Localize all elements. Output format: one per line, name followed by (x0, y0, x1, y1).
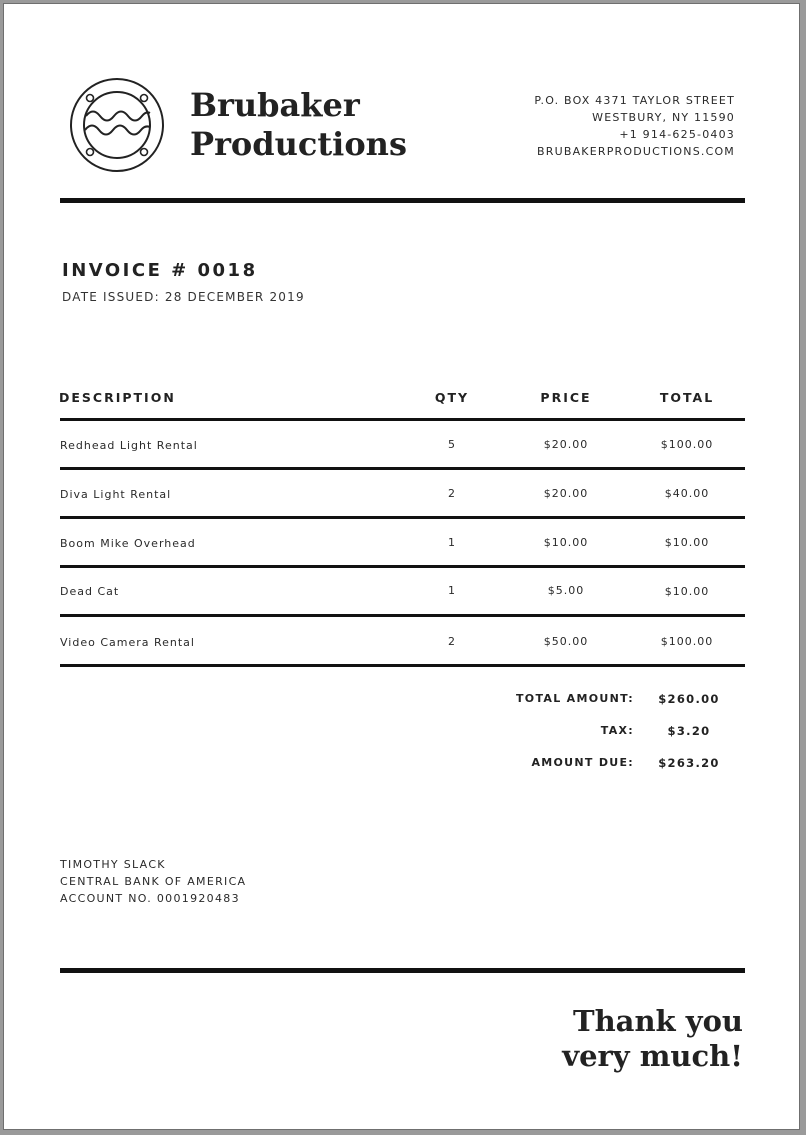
thank-you-message (562, 1004, 743, 1074)
row-price: $20.00 (543, 487, 589, 500)
account-number: ACCOUNT NO. 0001920483 (60, 892, 240, 905)
row-price: $10.00 (543, 536, 589, 549)
row-qty: 1 (448, 536, 456, 549)
invoice-page (3, 3, 800, 1130)
company-name-line2: Productions (190, 125, 407, 163)
row-description: Boom Mike Overhead (60, 537, 196, 550)
row-qty: 2 (448, 487, 456, 500)
phone: +1 914-625-0403 (619, 128, 735, 141)
row-total: $10.00 (664, 536, 710, 549)
row-price: $20.00 (543, 438, 589, 451)
row-divider (60, 467, 745, 470)
row-price: $50.00 (543, 635, 589, 648)
row-total: $40.00 (664, 487, 710, 500)
header-divider (60, 198, 745, 203)
col-header-total: TOTAL (659, 390, 715, 405)
amount-due-value: $263.20 (658, 756, 720, 770)
row-price: $5.00 (547, 584, 585, 597)
row-total: $100.00 (660, 438, 714, 451)
row-total: $100.00 (660, 635, 714, 648)
porthole-waves-icon (68, 76, 166, 174)
payment-details (60, 856, 246, 907)
bank-name: CENTRAL BANK OF AMERICA (60, 875, 247, 888)
tax-label: TAX: (600, 724, 634, 737)
thank-you-line1: Thank you (572, 1004, 743, 1038)
row-divider (60, 614, 745, 617)
row-description: Redhead Light Rental (60, 439, 198, 452)
row-qty: 1 (448, 584, 456, 597)
row-total: $10.00 (664, 585, 710, 598)
row-description: Video Camera Rental (60, 636, 195, 649)
row-divider (60, 516, 745, 519)
table-bottom-divider (60, 664, 745, 667)
col-header-price: PRICE (540, 390, 592, 405)
tax-value: $3.20 (667, 724, 711, 738)
invoice-title: INVOICE # 0018 (62, 260, 258, 281)
address-line2: WESTBURY, NY 11590 (592, 111, 735, 124)
company-name (190, 86, 407, 164)
total-amount-label: TOTAL AMOUNT: (515, 692, 634, 705)
invoice-date: DATE ISSUED: 28 DECEMBER 2019 (62, 290, 305, 304)
company-contact (534, 92, 735, 160)
row-qty: 2 (448, 635, 456, 648)
table-header-divider (60, 418, 745, 421)
company-name-line1: Brubaker (190, 86, 360, 124)
col-header-qty: QTY (434, 390, 470, 405)
thank-you-line2: very much! (562, 1039, 743, 1073)
col-header-description: DESCRIPTION (59, 390, 176, 405)
website: BRUBAKERPRODUCTIONS.COM (536, 145, 735, 158)
row-description: Diva Light Rental (60, 488, 172, 501)
row-qty: 5 (448, 438, 456, 451)
amount-due-label: AMOUNT DUE: (531, 756, 634, 769)
address-line1: P.O. BOX 4371 TAYLOR STREET (534, 94, 735, 107)
footer-divider (60, 968, 745, 973)
row-description: Dead Cat (60, 585, 120, 598)
payee-name: TIMOTHY SLACK (60, 858, 166, 871)
row-divider (60, 565, 745, 568)
total-amount-value: $260.00 (658, 692, 720, 706)
